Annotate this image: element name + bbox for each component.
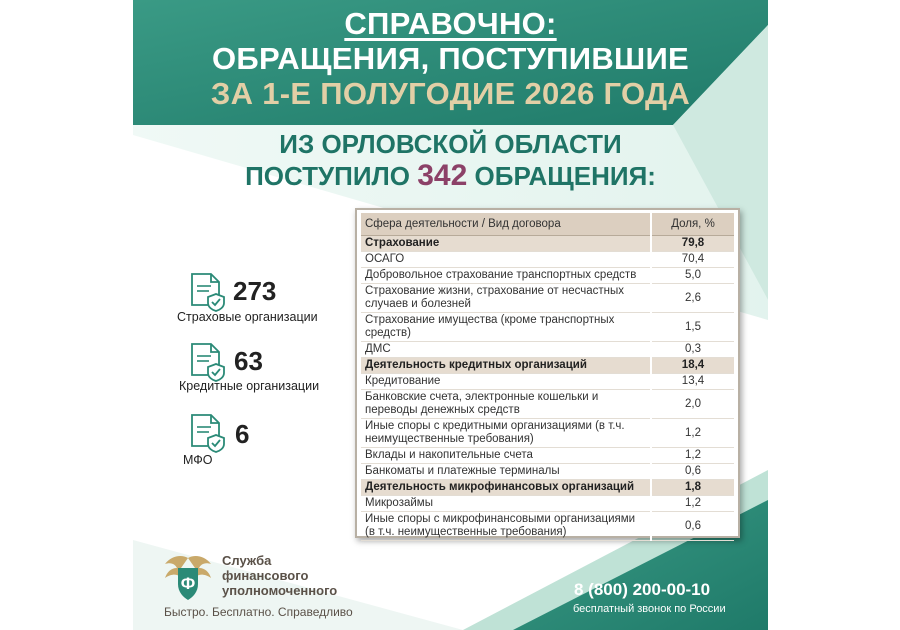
- table-row: [361, 419, 734, 448]
- row-share-value: 1,2: [651, 496, 734, 512]
- document-check-icon: [189, 272, 227, 312]
- row-category: Деятельность кредитных организаций: [361, 358, 651, 374]
- row-share-value: 0,6: [651, 512, 734, 541]
- document-check-icon: [189, 342, 227, 382]
- table-row: [361, 496, 734, 512]
- stat-mfo-label: МФО: [183, 453, 213, 467]
- stat-credit-label: Кредитные организации: [179, 379, 320, 393]
- row-category: Иные споры с кредитными организациями (в т.ч. неимущественные требования): [361, 419, 651, 448]
- table-header-row: [361, 213, 734, 236]
- row-category: Страхование жизни, страхование от несчастных случаев и болезней: [361, 284, 651, 313]
- hotline-note: бесплатный звонок по России: [573, 603, 726, 615]
- column-header-share: Доля, %: [651, 213, 734, 236]
- ruble-shield-eagle-logo: [161, 552, 215, 604]
- infographic-card: [133, 0, 768, 630]
- row-category: ОСАГО: [361, 252, 651, 268]
- summary-count-line: [133, 160, 768, 192]
- slogan: Быстро. Бесплатно. Справедливо: [164, 605, 353, 619]
- row-share-value: 2,6: [651, 284, 734, 313]
- summary-region: ИЗ ОРЛОВСКОЙ ОБЛАСТИ: [279, 129, 622, 159]
- row-share-value: 1,2: [651, 448, 734, 464]
- summary-prefix: ПОСТУПИЛО: [245, 161, 410, 191]
- row-share-value: 0,6: [651, 464, 734, 480]
- service-name: [222, 553, 337, 598]
- row-category: Деятельность микрофинансовых организаций: [361, 480, 651, 496]
- column-header-category: Сфера деятельности / Вид договора: [361, 213, 651, 236]
- row-share-value: 79,8: [651, 236, 734, 252]
- summary-heading: [133, 128, 768, 192]
- document-check-icon: [189, 413, 227, 453]
- stat-mfo-value: 6: [235, 419, 250, 449]
- stat-insurance-label: Страховые организации: [177, 310, 318, 324]
- row-category: Банковские счета, электронные кошельки и переводы денежных средств: [361, 390, 651, 419]
- header-line-2: ОБРАЩЕНИЯ, ПОСТУПИВШИЕ: [211, 41, 690, 76]
- service-name-line-1: Служба: [222, 553, 272, 568]
- row-share-value: 1,2: [651, 419, 734, 448]
- table-row: [361, 448, 734, 464]
- table-row: [361, 313, 734, 342]
- row-share-value: 13,4: [651, 374, 734, 390]
- row-share-value: 0,3: [651, 342, 734, 358]
- table-row: [361, 512, 734, 541]
- distribution-table: [361, 213, 734, 541]
- table-section-row: [361, 480, 734, 496]
- row-category: Страхование: [361, 236, 651, 252]
- row-category: ДМС: [361, 342, 651, 358]
- row-category: Кредитование: [361, 374, 651, 390]
- row-category: Микрозаймы: [361, 496, 651, 512]
- table-body: [361, 236, 734, 541]
- row-share-value: 1,5: [651, 313, 734, 342]
- row-category: Вклады и накопительные счета: [361, 448, 651, 464]
- total-count: 342: [417, 159, 468, 192]
- table-section-row: [361, 236, 734, 252]
- table-row: [361, 374, 734, 390]
- row-category: Добровольное страхование транспортных средств: [361, 268, 651, 284]
- table-section-row: [361, 358, 734, 374]
- header-line-1: СПРАВОЧНО:: [344, 6, 557, 41]
- row-share-value: 18,4: [651, 358, 734, 374]
- table-row: [361, 390, 734, 419]
- distribution-table-panel: [355, 208, 740, 538]
- row-share-value: 1,8: [651, 480, 734, 496]
- hotline-phone: 8 (800) 200-00-10: [574, 580, 711, 599]
- row-share-value: 5,0: [651, 268, 734, 284]
- service-name-line-2: финансового: [222, 568, 309, 583]
- header-line-3: ЗА 1-Е ПОЛУГОДИЕ 2026 ГОДА: [210, 76, 691, 111]
- service-name-line-3: уполномоченного: [222, 583, 338, 598]
- row-category: Страхование имущества (кроме транспортных средств): [361, 313, 651, 342]
- table-row: [361, 284, 734, 313]
- stat-insurance-value: 273: [233, 276, 277, 306]
- table-row: [361, 252, 734, 268]
- header-title: [133, 6, 768, 111]
- row-share-value: 70,4: [651, 252, 734, 268]
- summary-suffix: ОБРАЩЕНИЯ:: [474, 161, 656, 191]
- table-row: [361, 342, 734, 358]
- table-row: [361, 268, 734, 284]
- stat-credit-value: 63: [234, 346, 263, 376]
- row-category: Иные споры с микрофинансовыми организациями (в т.ч. неимущественные требования): [361, 512, 651, 541]
- row-share-value: 2,0: [651, 390, 734, 419]
- svg-text:Ф: Ф: [180, 574, 196, 593]
- row-category: Банкоматы и платежные терминалы: [361, 464, 651, 480]
- table-row: [361, 464, 734, 480]
